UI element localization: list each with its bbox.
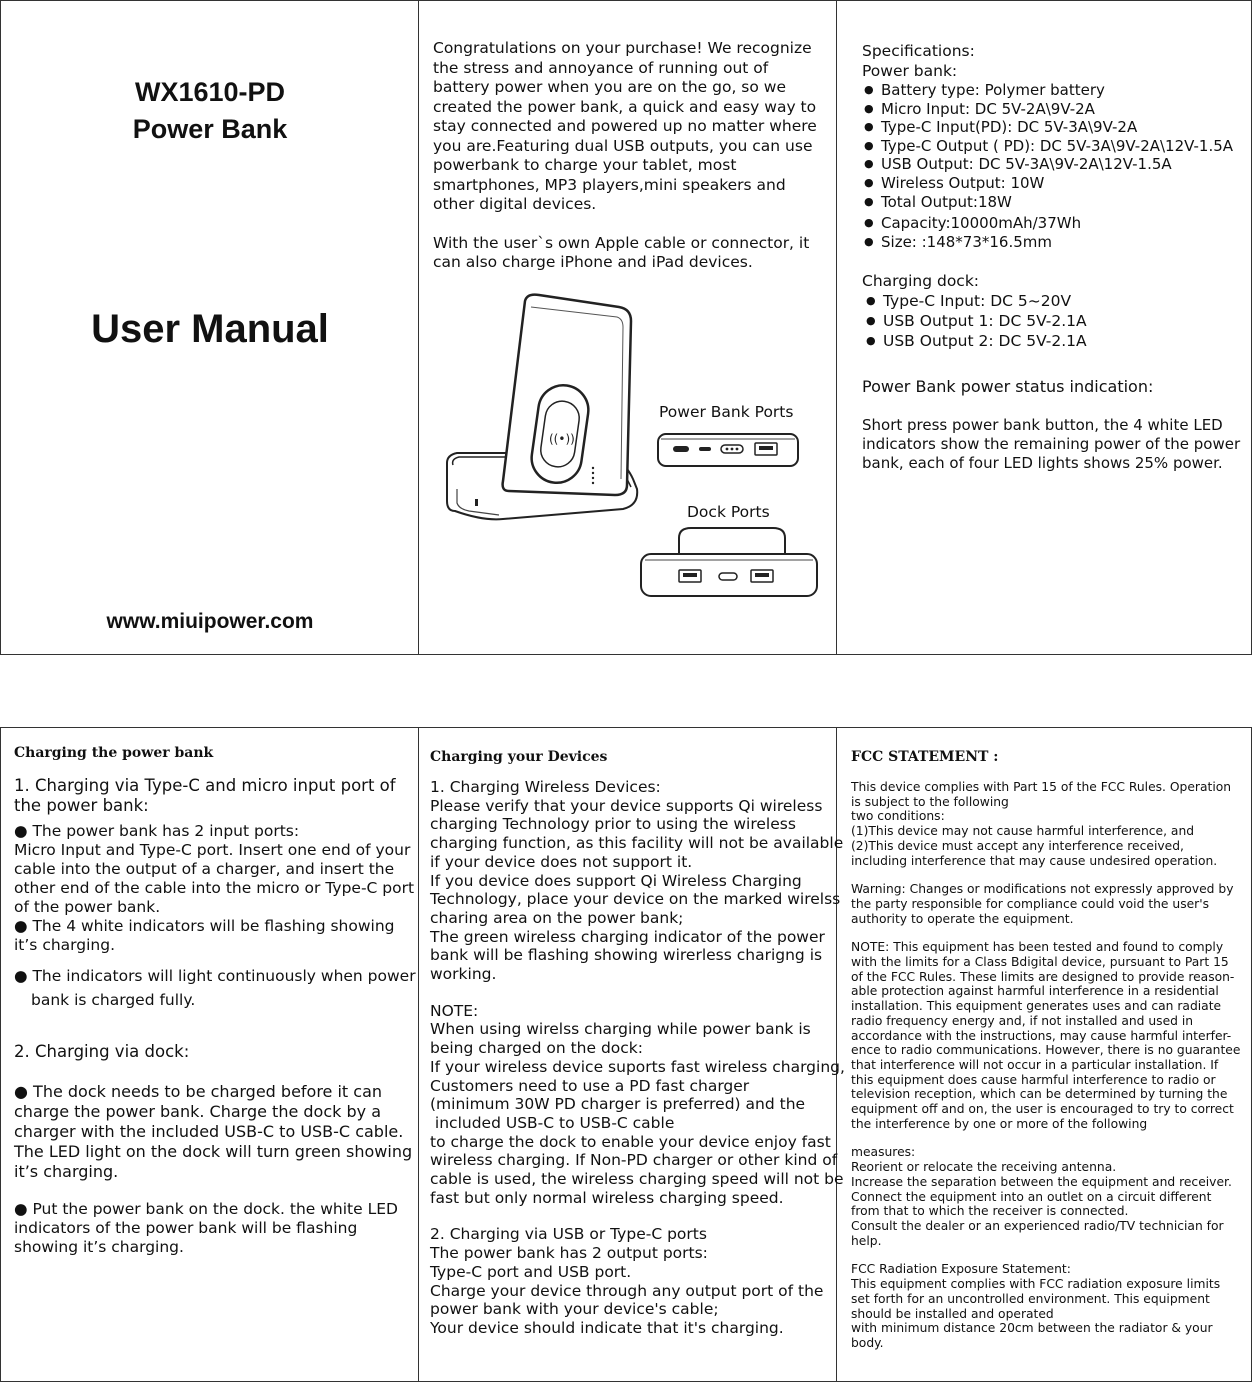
specifications-panel — [837, 1, 1253, 654]
fcc-panel — [837, 728, 1253, 1381]
dock-ports-illustration — [639, 526, 819, 598]
note-label: NOTE: — [430, 1001, 479, 1020]
manual-front-sheet — [0, 0, 1252, 655]
charge-device-text: Charge your device through any output port of the power bank with your device's cable; — [430, 1281, 824, 1319]
manual-back-sheet — [0, 727, 1252, 1382]
input-ports-bullet: ● The power bank has 2 input ports: — [14, 822, 300, 840]
fcc-measure-separation: Increase the separation between the equipment and receiver. — [851, 1174, 1232, 1189]
charging-devices-heading: Charging your Devices — [430, 749, 608, 765]
power-bank-spec-list — [862, 81, 1247, 251]
put-on-dock-bullet: ● Put the power bank on the dock. the white LED indicators of the power bank will be flashing showing it’s charging. — [14, 1200, 398, 1256]
note-cable: included USB-C to USB-C cable — [430, 1113, 675, 1132]
green-indicator-text: The green wireless charging indicator of the power bank will be flashing showing wirerless charigng is working. — [430, 927, 825, 984]
fcc-radiation-text: This equipment complies with FCC radiation exposure limits set forth for an uncontrolled environment. This equipment should be installed and operated — [851, 1277, 1221, 1321]
dock-charging-bullet: ● The dock needs to be charged before it can charge the power bank. Charge the dock by a charger with the included USB-C to USB-C cable. The LED light on the dock will turn green showing it’s charging. — [14, 1082, 413, 1181]
note-minimum-charger: (minimum 30W PD charger is preferred) and the — [430, 1095, 806, 1114]
input-ports-text: Micro Input and Type-C port. Insert one end of your cable into the output of a charger, and insert the other end of the cable into the micro or Type-C port of the power bank. — [14, 841, 415, 916]
dock-spec-item: ● USB Output 1: DC 5V-2.1A — [864, 311, 1247, 331]
specifications-block — [862, 41, 1247, 473]
intro-paragraph-apple: With the user`s own Apple cable or connector, it can also charge iPhone and iPad devices. — [433, 233, 810, 271]
fcc-radiation-distance: with minimum distance 20cm between the radiator & your body. — [851, 1321, 1213, 1350]
spec-item: ● Total Output:18W — [862, 193, 1247, 212]
charging-dock-heading: Charging dock: — [862, 272, 980, 291]
fcc-note: NOTE: This equipment has been tested and found to comply with the limits for a Class Bdigital device, pursuant to Part 15 of the FCC Rules. These limits are designed to provide reason-able protection against harmful interference in a residential installation. This equipment generates uses and can radiate radio frequency energy and, if not installed and used in accordance with the instructions, may cause harmful interfer-ence to radio communications. However, there is no guarantee that interference will not occur in a particular installation. If this equipment does cause harmful interference to radio or television reception, which can be determined by turning the equipment off and on, the user is encouraged to try to correct the interference by one or more of the following — [851, 940, 1241, 1131]
fcc-measure-dealer: Consult the dealer or an experienced radio/TV technician for help. — [851, 1218, 1224, 1248]
fcc-two-conditions: two conditions: — [851, 809, 945, 824]
indicators-full-bullet: ● The indicators will light continuously when power — [14, 967, 416, 985]
output-ports-list: Type-C port and USB port. — [430, 1262, 632, 1281]
dock-charging-text — [14, 1082, 416, 1257]
flashing-indicators-bullet: ● The 4 white indicators will be flashing showing it’s charging. — [14, 917, 395, 954]
charging-bank-heading: Charging the power bank — [14, 745, 214, 761]
intro-paragraph: Congratulations on your purchase! We recognize the stress and annoyance of running out of battery power when you are on the go, so we created the power bank, a quick and easy way to stay connected and powered up no matter where you are.Featuring dual USB outputs, you can use powerbank to charge your tablet, most smartphones, MP3 players,mini speakers and other digital devices. — [433, 39, 817, 213]
model-number: WX1610-PD — [134, 77, 286, 107]
output-ports-text: The power bank has 2 output ports: — [430, 1244, 708, 1263]
dock-spec-item: ● Type-C Input: DC 5~20V — [864, 291, 1247, 311]
website: www.miuipower.com — [106, 610, 314, 633]
manual-title: User Manual — [91, 307, 329, 351]
spec-item: ● USB Output: DC 5V-3A\9V-2A\12V-1.5A — [862, 155, 1247, 174]
svg-text:((•)): ((•)) — [549, 432, 575, 446]
note-text: When using wirelss charging while power bank is being charged on the dock: — [430, 1020, 811, 1058]
wireless-devices-heading: 1. Charging Wireless Devices: — [430, 778, 661, 796]
intro-panel — [419, 1, 837, 654]
note-pd-charger: Customers need to use a PD fast charger — [430, 1076, 750, 1095]
cover-panel — [1, 1, 419, 654]
usb-typec-heading: 2. Charging via USB or Type-C ports — [430, 1225, 707, 1244]
fcc-heading: FCC STATEMENT : — [851, 749, 999, 765]
spec-item: ● Battery type: Polymer battery — [862, 81, 1247, 100]
note-enable-fast: to charge the dock to enable your device enjoy fast wireless charging. If Non-PD charger or other kind of cable is used, the wireless charging speed will not be fast but only normal wireless charging speed. — [430, 1132, 844, 1207]
spec-item: ● Type-C Output ( PD): DC 5V-3A\9V-2A\12V-1.5A — [862, 137, 1247, 156]
product-name: Power Bank — [132, 114, 288, 144]
indicators-full-bullet-cont: bank is charged fully. — [31, 991, 196, 1009]
charging-devices-text — [430, 778, 845, 1338]
dock-ports-label: Dock Ports — [687, 503, 770, 521]
fcc-measure-outlet: Connect the equipment into an outlet on a circuit different from that to which the receiver is connected. — [851, 1189, 1212, 1219]
charging-via-typec-heading: 1. Charging via Type-C and micro input port of the power bank: — [14, 776, 396, 815]
power-status-heading: Power Bank power status indication: — [862, 377, 1154, 397]
charging-power-bank-panel — [1, 728, 419, 1381]
charging-dock-spec-list — [864, 291, 1247, 351]
power-status-text: Short press power bank button, the 4 white LED indicators show the remaining power of the power bank, each of four LED lights shows 25% power. — [862, 416, 1241, 473]
fcc-warning: Warning: Changes or modifications not expressly approved by the party responsible for compliance could void the user's authority to operate the equipment. — [851, 882, 1234, 926]
qi-place-text: If you device does support Qi Wireless Charging Technology, place your device on the marked wirelss charing area on the power bank; — [430, 871, 841, 927]
spec-item: ● Wireless Output: 10W — [862, 174, 1247, 193]
spec-item: ● Micro Input: DC 5V-2A\9V-2A — [862, 100, 1247, 119]
dock-spec-item: ● USB Output 2: DC 5V-2.1A — [864, 331, 1247, 351]
intro-text — [433, 39, 829, 273]
fcc-condition-2: (2)This device must accept any interference received, including interference that may cause undesired operation. — [851, 838, 1218, 868]
fcc-text — [851, 780, 1241, 1351]
power-bank-dock-illustration — [443, 293, 643, 521]
fcc-compliance: This device complies with Part 15 of the FCC Rules. Operation is subject to the following — [851, 780, 1232, 809]
spec-item: ● Size: :148*73*16.5mm — [862, 233, 1247, 252]
input-ports-section — [14, 822, 416, 1010]
power-bank-ports-illustration — [657, 433, 799, 469]
note-fast-charging: If your wireless device suports fast wireless charging, — [430, 1057, 845, 1076]
fcc-measure-reorient: Reorient or relocate the receiving antenna. — [851, 1160, 1117, 1175]
fcc-measures: measures: — [851, 1145, 916, 1160]
charging-devices-panel — [419, 728, 845, 1381]
charging-via-dock-heading: 2. Charging via dock: — [14, 1042, 190, 1061]
fcc-radiation-heading: FCC Radiation Exposure Statement: — [851, 1262, 1071, 1277]
device-indicate-text: Your device should indicate that it's charging. — [430, 1318, 784, 1337]
specifications-heading: Specifications: — [862, 42, 975, 60]
power-bank-heading: Power bank: — [862, 62, 958, 80]
power-bank-ports-label: Power Bank Ports — [659, 403, 794, 421]
qi-verify-text: Please verify that your device supports Qi wireless charging Technology prior to using the wireless charging function, as this facility will not be available if your device does not support it. — [430, 796, 844, 871]
spec-item: ● Capacity:10000mAh/37Wh — [862, 214, 1247, 233]
fcc-condition-1: (1)This device may not cause harmful interference, and — [851, 824, 1195, 839]
spec-item: ● Type-C Input(PD): DC 5V-3A\9V-2A — [862, 118, 1247, 137]
